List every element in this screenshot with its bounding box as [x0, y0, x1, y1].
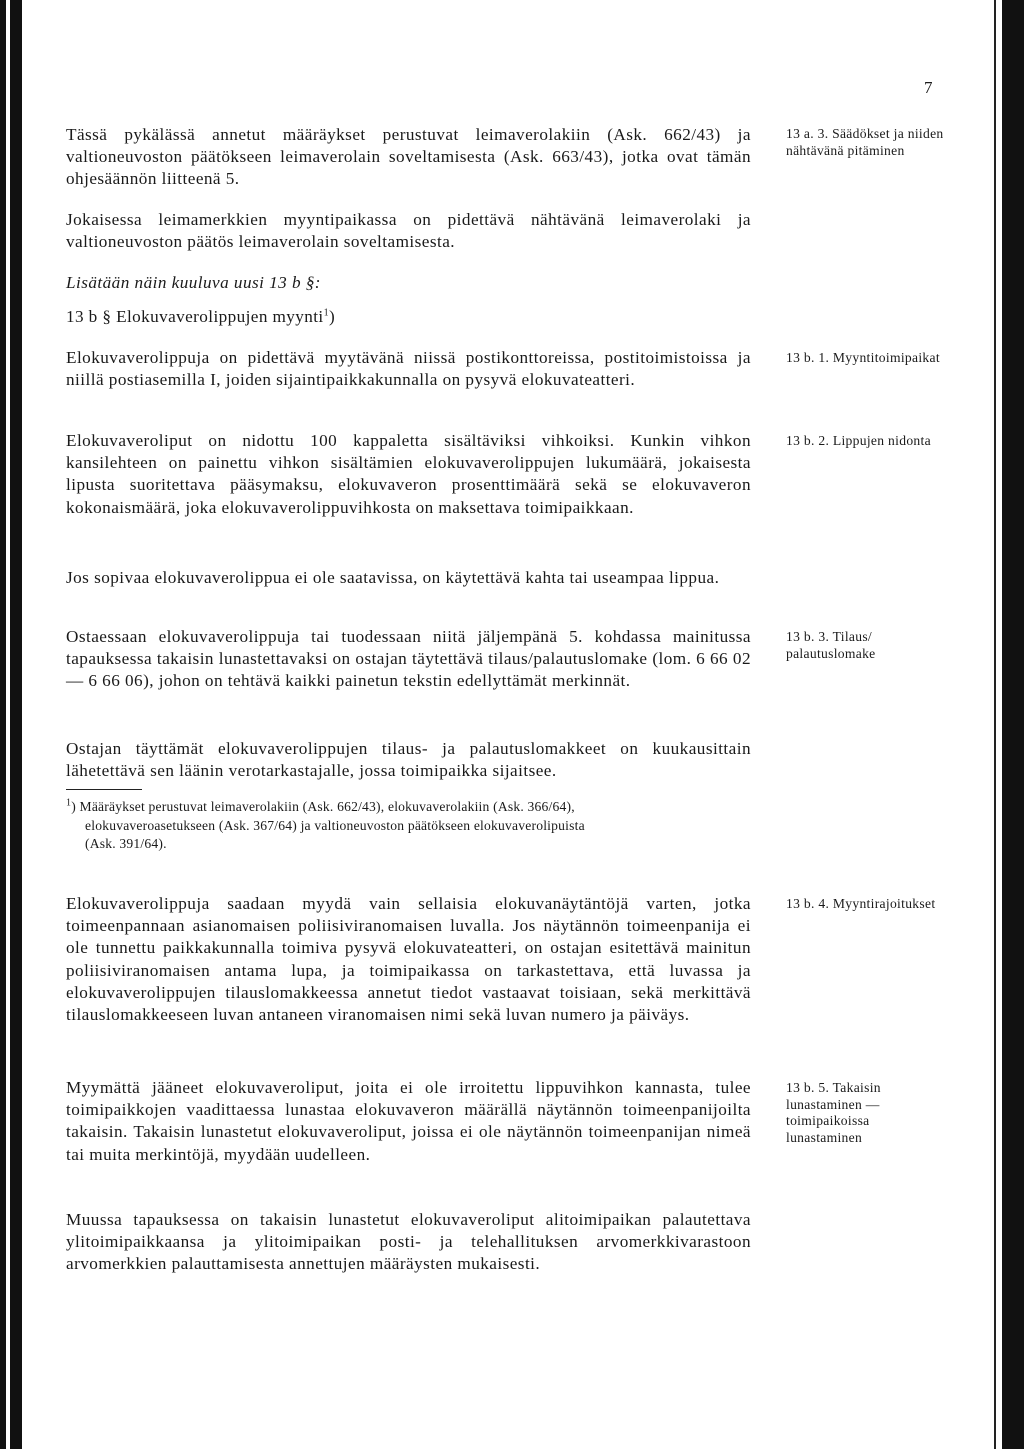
paragraph-sales-restrictions: Elokuvaverolippuja saadaan myydä vain sellaisia elokuvanäytäntöjä varten, jotka toimeenpannaan asianomaisen poliisiviranomaisen luvalla. Jos näytännön toimeenpanija ei ole tunnettu paikkakunnalla toimiva pysyvä elokuvateatteri, on ostajan esitettävä mainitun poliisiviranomaisen antama lupa, ja toimipaikassa on tarkastettava, että luvassa ja elokuvaverolippujen tilauslomakkeessa annetut tiedot vastaavat toisiaan, sekä merkittävä tilauslomakkeeseen luvan antaneen viranomaisen nimi sekä luvan numero ja päiväys. [66, 894, 751, 1025]
paragraph-addition-intro: Lisätään näin kuuluva uusi 13 b §: [66, 273, 321, 292]
margin-note-13b-5: 13 b. 5. Takaisin lunastaminen — toimipaikoissa lunastaminen [786, 1080, 881, 1145]
paragraph-order-form: Ostaessaan elokuvaverolippuja tai tuodessaan niitä jäljempänä 5. kohdassa mainitussa tapauksessa takaisin lunastettavaksi on ostajan täytettävä tilaus/palautuslomake (lom. 6 66 02 — 6 66 06), johon on tehtävä kaikki painetun tekstin edellyttämät merkinnät. [66, 627, 751, 691]
paragraph-return-procedure: Muussa tapauksessa on takaisin lunastetut elokuvaveroliput alitoimipaikan palautettava ylitoimipaikkaansa ja ylitoimipaikan posti- ja telehallituksen arvomerkkivarastoon arvomerkkien palauttamisesta annettujen määräysten mukaisesti. [66, 1210, 751, 1274]
margin-note-13a-3: 13 a. 3. Säädökset ja niiden nähtävänä pitäminen [786, 126, 944, 158]
scan-edge-left-inner [10, 0, 22, 1449]
scan-edge-right [1002, 0, 1024, 1449]
section-heading-close: ) [329, 307, 336, 326]
footnote-line-2: elokuvaveroasetukseen (Ask. 367/64) ja valtioneuvoston päätökseen elokuvaverolipuista [85, 817, 585, 833]
margin-note-13b-4: 13 b. 4. Myyntirajoitukset [786, 896, 936, 911]
footnote-line-3: (Ask. 391/64). [85, 836, 167, 851]
section-heading [66, 307, 335, 327]
footnote-reference: 1 [323, 307, 330, 319]
scan-edge-right-line [994, 0, 996, 1449]
paragraph-binding: Elokuvaveroliput on nidottu 100 kappaletta sisältäviksi vihkoiksi. Kunkin vihkon kansilehteen on painettu vihkon sisältämien elokuvaverolippujen lukumäärä, jokaisesta lipusta suoritettava pääsymaksu, elokuvaveron prosenttimäärä sekä se elokuvaveron kokonaismäärä, joka elokuvaverolippuvihkosta on maksettava toimipaikkaan. [66, 431, 751, 517]
margin-note-13b-1: 13 b. 1. Myyntitoimipaikat [786, 350, 940, 365]
margin-note-13b-3: 13 b. 3. Tilaus/ palautuslomake [786, 629, 876, 661]
page-number: 7 [924, 78, 933, 97]
paragraph-sales-offices: Elokuvaverolippuja on pidettävä myytävänä niissä postikonttoreissa, postitoimistoissa ja niillä postiasemilla I, joiden sijaintipaikkakunnalla on pysyvä elokuvateatteri. [66, 348, 751, 390]
scan-edge-left [0, 0, 6, 1449]
section-heading-text: 13 b § Elokuvaverolippujen myynti [66, 307, 324, 326]
paragraph-regulation-basis: Tässä pykälässä annetut määräykset perustuvat leimaverolakiin (Ask. 662/43) ja valtioneuvoston päätökseen leimaverolain soveltamisesta (Ask. 663/43), jotka ovat tämän ohjesäännön liitteenä 5. [66, 125, 751, 189]
footnote-rule [66, 789, 142, 790]
paragraph-monthly-forms: Ostajan täyttämät elokuvaverolippujen tilaus- ja palautuslomakkeet on kuukausittain lähetettävä sen läänin verotarkastajalle, jossa toimipaikka sijaitsee. [66, 739, 751, 781]
footnote [66, 798, 766, 854]
footnote-marker: 1 [66, 797, 72, 809]
paragraph-display-requirement: Jokaisessa leimamerkkien myyntipaikassa on pidettävä nähtävänä leimaverolaki ja valtioneuvoston päätös leimaverolain soveltamisesta. [66, 210, 751, 252]
footnote-line-1: $^1$) Määräykset perustuvat leimaverolakiin (Ask. 662/43), elokuvaverolakiin (Ask. 366/64), [66, 797, 575, 814]
paragraph-repurchase: Myymättä jääneet elokuvaveroliput, joita ei ole irroitettu lippuvihkon kannasta, tulee toimipaikkojen vaadittaessa lunastaa elokuvaveron määrällä näytännön toimeenpanijoilta takaisin. Takaisin lunastetut elokuvaveroliput, joissa ei ole näytännön toimeenpanijan nimeä tai muita merkintöjä, myydään uudelleen. [66, 1078, 751, 1164]
margin-note-13b-2: 13 b. 2. Lippujen nidonta [786, 433, 931, 448]
paragraph-multiple-tickets: Jos sopivaa elokuvaverolippua ei ole saatavissa, on käytettävä kahta tai useampaa lippua. [66, 568, 720, 587]
